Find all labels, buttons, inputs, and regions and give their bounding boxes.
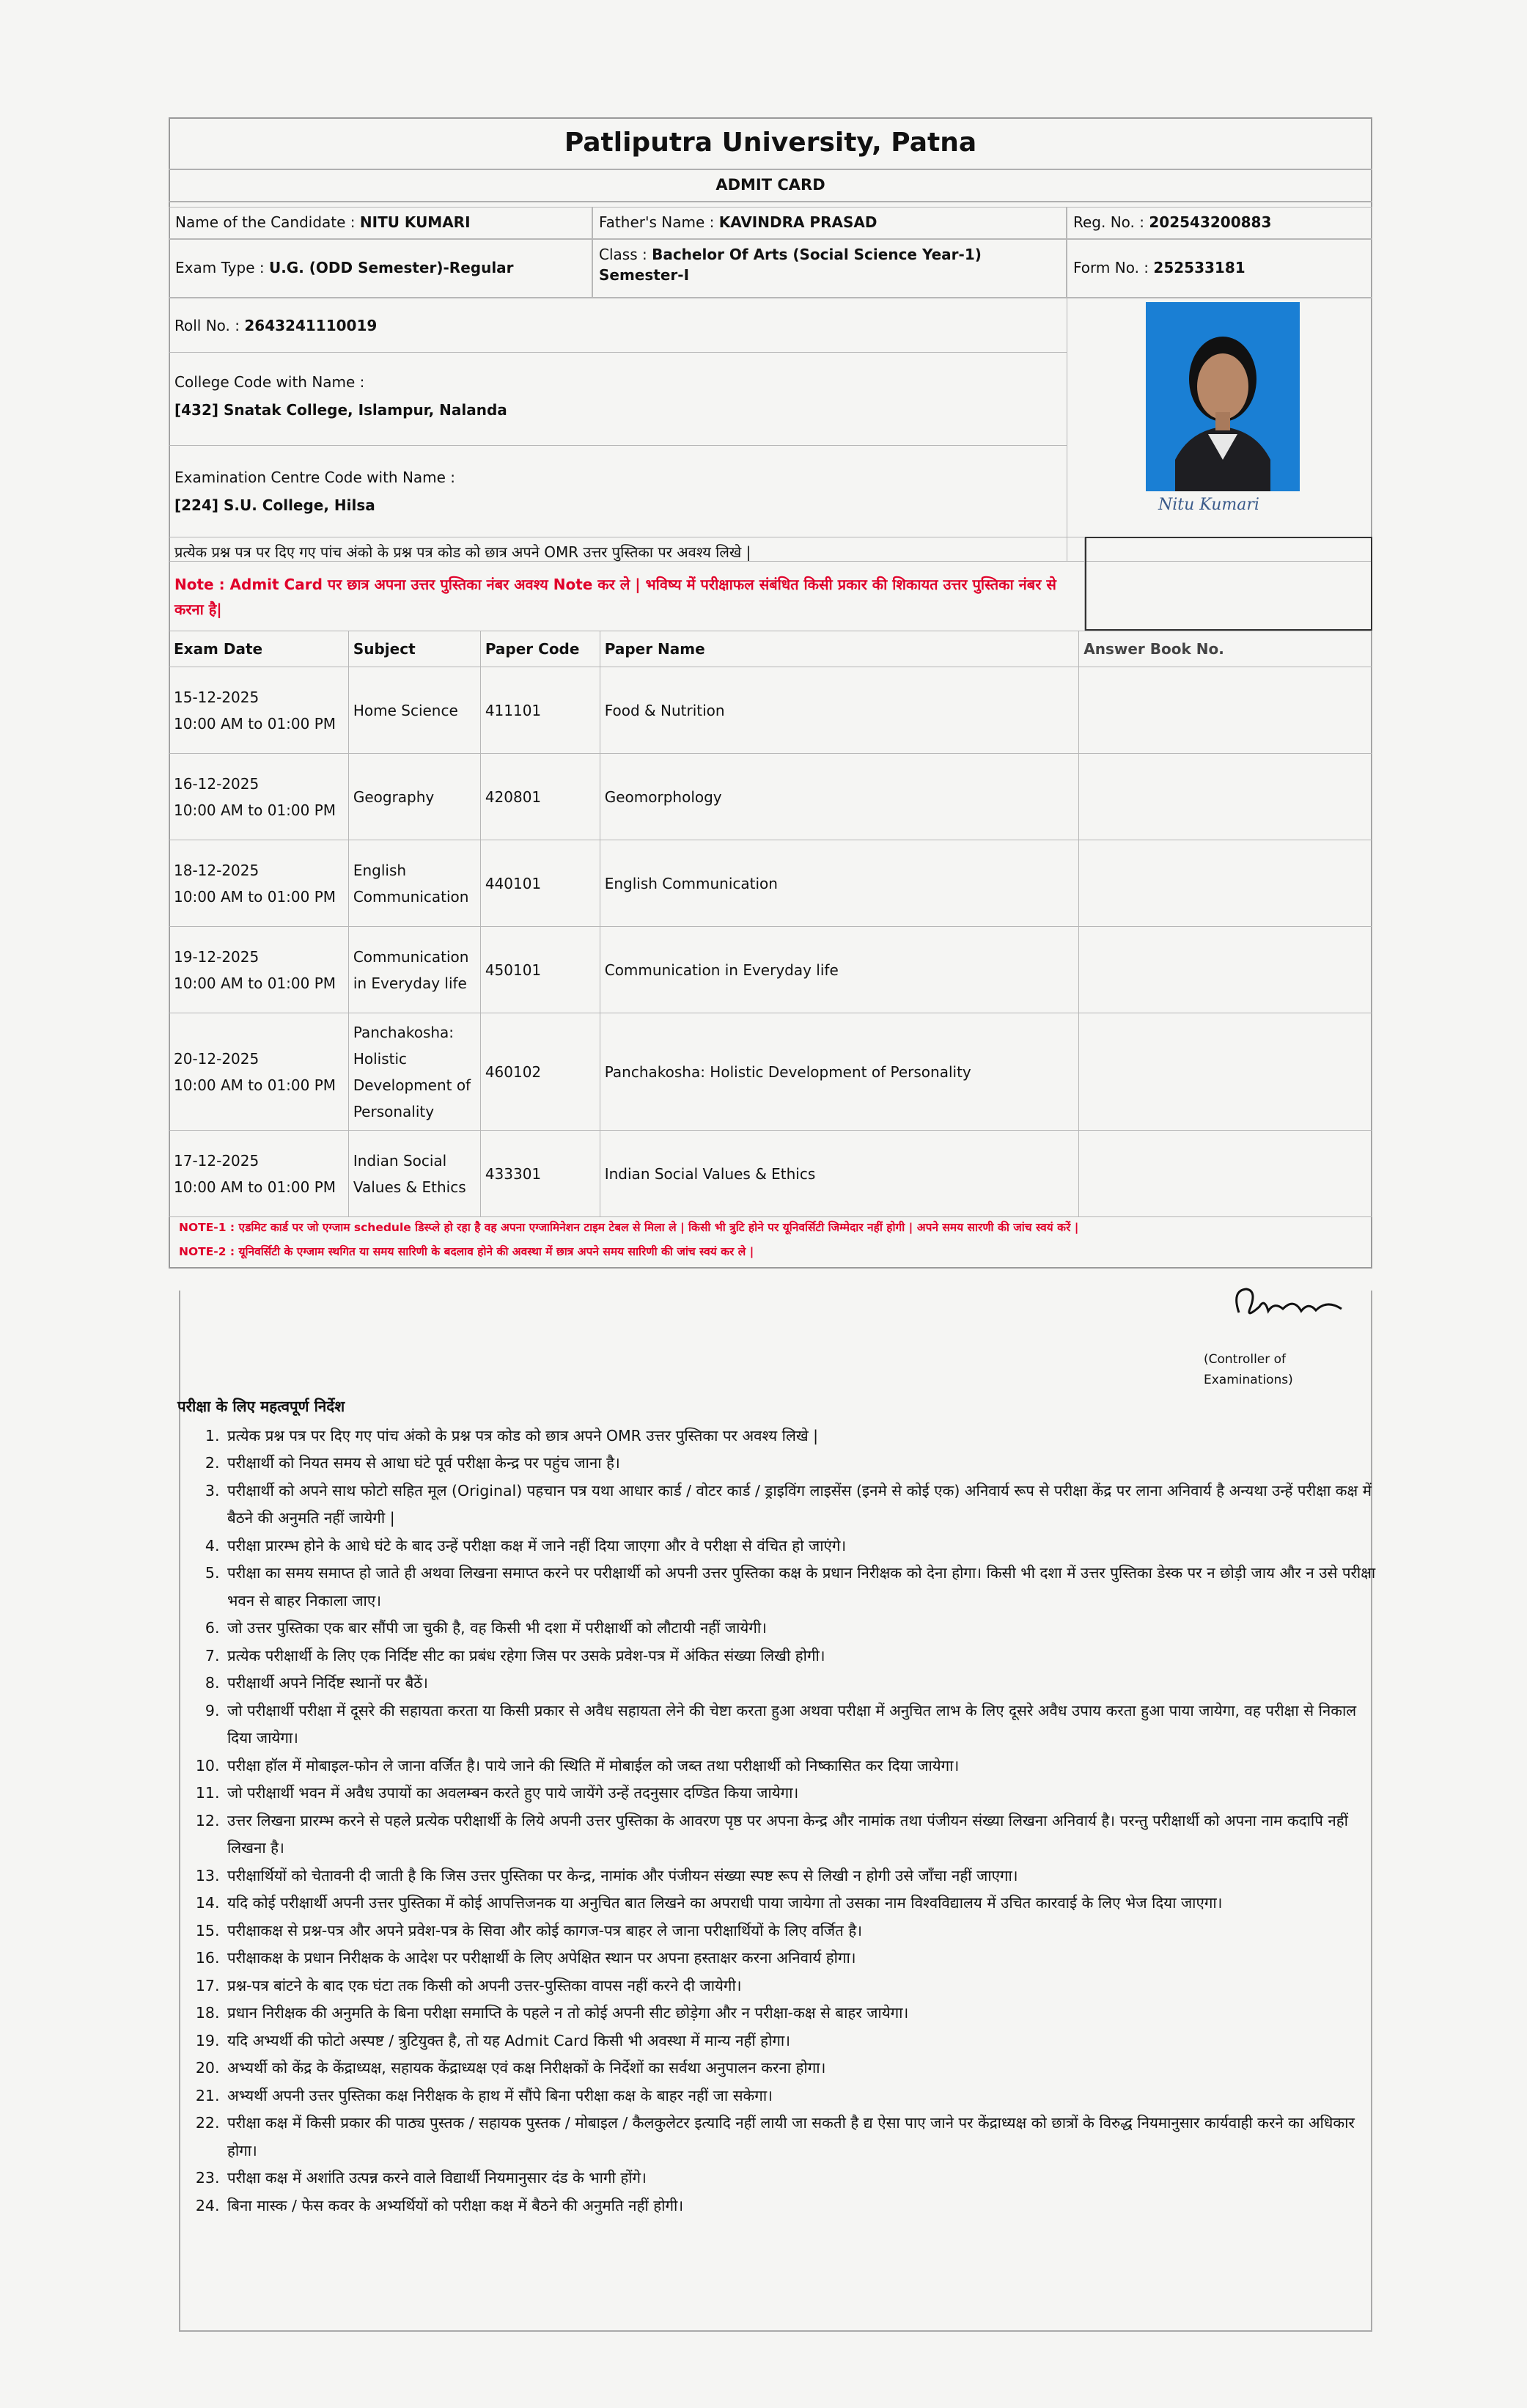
table-row xyxy=(169,1131,1372,1217)
paper-code-cell: 433301 xyxy=(480,1131,600,1217)
candidate-photo-image xyxy=(1146,302,1300,491)
table-row xyxy=(169,1013,1372,1131)
exam-time: 10:00 AM to 01:00 PM xyxy=(174,887,336,906)
paper-name-cell: Geomorphology xyxy=(600,754,1079,840)
reg-no-cell xyxy=(1067,207,1372,239)
candidate-photo xyxy=(1146,302,1300,491)
schedule-note-1: NOTE-1 : एडमिट कार्ड पर जो एग्जाम schedule डिस्प्ले हो रहा है वह अपना एग्जामिनेशन टाइम टेबल से मिला ले | किसी भी त्रुटि होने पर यूनिवर्सिटी जिम्मेदार नहीं होगी | अपने समय सारणी की जांच स्वयं करें | xyxy=(179,1221,1079,1234)
instruction-item: 23. परीक्षा कक्ष में अशांति उत्पन्न करने वाले विद्यार्थी नियमानुसार दंड के भागी होंगे। xyxy=(224,2165,1380,2192)
instruction-item: 24. बिना मास्क / फेस कवर के अभ्यर्थियों को परीक्षा कक्ष में बैठने की अनुमति नहीं होगी। xyxy=(224,2192,1380,2220)
paper-code-cell: 450101 xyxy=(480,927,600,1013)
exam-time: 10:00 AM to 01:00 PM xyxy=(174,1178,336,1196)
instruction-item: 20. अभ्यर्थी को केंद्र के केंद्राध्यक्ष, सहायक केंद्राध्यक्ष एवं कक्ष निरीक्षकों के निर्देशों का सर्वथा अनुपालन करना होगा। xyxy=(224,2055,1380,2082)
centre-name: [224] S.U. College, Hilsa xyxy=(174,496,375,514)
column-header: Paper Code xyxy=(480,631,600,667)
college-label: College Code with Name : xyxy=(174,373,365,391)
father-name: KAVINDRA PRASAD xyxy=(718,213,877,231)
admit-card-title: ADMIT CARD xyxy=(169,169,1372,202)
exam-date-cell xyxy=(169,1013,349,1131)
university-title: Patliputra University, Patna xyxy=(169,117,1372,170)
exam-time: 10:00 AM to 01:00 PM xyxy=(174,801,336,819)
centre-label: Examination Centre Code with Name : xyxy=(174,469,456,486)
exam-time: 10:00 AM to 01:00 PM xyxy=(174,714,336,733)
table-row xyxy=(169,667,1372,754)
answer-book-cell xyxy=(1079,1131,1372,1217)
subject-cell: Home Science xyxy=(348,667,480,754)
instruction-item: 19. यदि अभ्यर्थी की फोटो अस्पष्ट / त्रुटियुक्त है, तो यह Admit Card किसी भी अवस्था में मान्य नहीं होगा। xyxy=(224,2027,1380,2055)
college-name: [432] Snatak College, Islampur, Nalanda xyxy=(174,401,507,419)
instruction-item: 17. प्रश्न-पत्र बांटने के बाद एक घंटा तक किसी को अपनी उत्तर-पुस्तिका वापस नहीं करने दी जायेगी। xyxy=(224,1972,1380,2000)
controller-label: (Controller of Examinations) xyxy=(1204,1352,1293,1387)
table-header-row xyxy=(169,631,1372,667)
paper-code-cell: 440101 xyxy=(480,840,600,927)
paper-name-cell: English Communication xyxy=(600,840,1079,927)
answer-book-cell xyxy=(1079,754,1372,840)
class-cell xyxy=(592,239,1067,298)
instruction-item: 11. जो परीक्षार्थी भवन में अवैध उपायों का अवलम्बन करते हुए पाये जायेंगे उन्हें तदनुसार दण्डित किया जायेगा। xyxy=(224,1780,1380,1807)
paper-code-cell: 460102 xyxy=(480,1013,600,1131)
instruction-item: 3. परीक्षार्थी को अपने साथ फोटो सहित मूल (Original) पहचान पत्र यथा आधार कार्ड / वोटर कार्ड / ड्राइविंग लाइसेंस (इनमे से कोई एक) अनिवार्य रूप से परीक्षा केंद्र पर लाना अनिवार्य है अन्यथा उन्हें परीक्षा कक्ष में बैठने की अनुमति नहीं जायेगी | xyxy=(224,1478,1380,1532)
roll-no-label: Roll No. : xyxy=(174,317,240,334)
paper-name-cell: Food & Nutrition xyxy=(600,667,1079,754)
exam-date: 16-12-2025 xyxy=(174,774,260,793)
exam-date-cell xyxy=(169,1131,349,1217)
class-name: Bachelor Of Arts (Social Science Year-1) Semester-I xyxy=(599,246,982,284)
instruction-item: 15. परीक्षाकक्ष से प्रश्न-पत्र और अपने प्रवेश-पत्र के सिवा और कोई कागज-पत्र बाहर ले जाना परीक्षार्थियों के लिए वर्जित है। xyxy=(224,1917,1380,1945)
father-name-label: Father's Name : xyxy=(599,213,715,231)
exam-date-cell xyxy=(169,754,349,840)
instruction-item: 1. प्रत्येक प्रश्न पत्र पर दिए गए पांच अंको के प्रश्न पत्र कोड को छात्र अपने OMR उत्तर पुस्तिका पर अवश्य लिखे | xyxy=(224,1423,1380,1450)
schedule-note-2: NOTE-2 : यूनिवर्सिटी के एग्जाम स्थगित या समय सारिणी के बदलाव होने की अवस्था में छात्र अपने समय सारिणी की जांच स्वयं कर ले | xyxy=(179,1245,754,1258)
subject-cell: Communication in Everyday life xyxy=(348,927,480,1013)
exam-date: 17-12-2025 xyxy=(174,1151,260,1170)
candidate-signature: Nitu Kumari xyxy=(1158,496,1259,514)
exam-schedule-table xyxy=(169,631,1372,1217)
red-note: Note : Admit Card पर छात्र अपना उत्तर पुस्तिका नंबर अवश्य Note कर ले | भविष्य में परीक्षाफल संबंधित किसी प्रकार की शिकायत उत्तर पुस्तिका नंबर से करना है| xyxy=(174,576,1056,618)
subject-cell: Panchakosha: Holistic Development of Personality xyxy=(348,1013,480,1131)
reg-no: 202543200883 xyxy=(1149,213,1272,231)
answer-book-cell xyxy=(1079,840,1372,927)
paper-name-cell: Communication in Everyday life xyxy=(600,927,1079,1013)
instruction-item: 9. जो परीक्षार्थी परीक्षा में दूसरे की सहायता करता या किसी प्रकार से अवैध सहायता लेने की चेष्टा करता हुआ अथवा परीक्षा में अनुचित लाभ के लिए दूसरे अवैध उपाय करता हुआ पाया जायेगा, वह परीक्षा से निकाल दिया जायेगा। xyxy=(224,1697,1380,1752)
father-name-cell xyxy=(592,207,1067,239)
table-row xyxy=(169,754,1372,840)
exam-date-cell xyxy=(169,667,349,754)
instruction-item: 8. परीक्षार्थी अपने निर्दिष्ट स्थानों पर बैठें। xyxy=(224,1670,1380,1697)
instruction-item: 4. परीक्षा प्रारम्भ होने के आधे घंटे के बाद उन्हें परीक्षा कक्ष में जाने नहीं दिया जाएगा और वे परीक्षा से वंचित हो जाएंगे। xyxy=(224,1532,1380,1560)
exam-date: 15-12-2025 xyxy=(174,688,260,706)
instruction-item: 22. परीक्षा कक्ष में किसी प्रकार की पाठ्य पुस्तक / सहायक पुस्तक / मोबाइल / कैलकुलेटर इत्यादि नहीं लायी जा सकती है द्य ऐसा पाए जाने पर केंद्राध्यक्ष को छात्रों के विरुद्ध नियमानुसार कार्यवाही करने का अधिकार होगा। xyxy=(224,2110,1380,2165)
instruction-item: 5. परीक्षा का समय समाप्त हो जाते ही अथवा लिखना समाप्त करने पर परीक्षार्थी को अपनी उत्तर पुस्तिका कक्ष के प्रधान निरीक्षक को देना होगा। किसी भी दशा में उत्तर पुस्तिका डेस्क पर न छोड़ी जाय और न उसे परीक्षा भवन से बाहर निकाला जाए। xyxy=(224,1560,1380,1615)
instruction-item: 18. प्रधान निरीक्षक की अनुमति के बिना परीक्षा समाप्ति के पहले न तो कोई अपनी सीट छोड़ेगा और न परीक्षा-कक्ष से बाहर जायेगा। xyxy=(224,2000,1380,2027)
instruction-item: 12. उत्तर लिखना प्रारम्भ करने से पहले प्रत्येक परीक्षार्थी के लिये अपनी उत्तर पुस्तिका के आवरण पृष्ठ पर अपना केन्द्र और नामांक तथा पंजीयन संख्या लिखना अनिवार्य है। परन्तु परीक्षार्थी को अपना नाम कदापि नहीं लिखना है। xyxy=(224,1807,1380,1862)
exam-time: 10:00 AM to 01:00 PM xyxy=(174,974,336,992)
divider xyxy=(169,352,1067,353)
form-no-label: Form No. : xyxy=(1073,259,1149,276)
column-header: Paper Name xyxy=(600,631,1079,667)
admit-card xyxy=(169,117,1376,2214)
subject-cell: Geography xyxy=(348,754,480,840)
instruction-item: 13. परीक्षार्थियों को चेतावनी दी जाती है कि जिस उत्तर पुस्तिका पर केन्द्र, नामांक और पंजीयन संख्या स्पष्ट रूप से लिखी न होगी उसे जाँचा नहीं जाएगा। xyxy=(224,1862,1380,1890)
instruction-item: 6. जो उत्तर पुस्तिका एक बार सौंपी जा चुकी है, वह किसी भी दशा में परीक्षार्थी को लौटायी नहीं जायेगी। xyxy=(224,1615,1380,1642)
exam-date: 18-12-2025 xyxy=(174,861,260,879)
exam-time: 10:00 AM to 01:00 PM xyxy=(174,1076,336,1094)
blank-box xyxy=(1085,537,1372,631)
exam-date-cell xyxy=(169,840,349,927)
class-label: Class : xyxy=(599,246,647,263)
answer-book-cell xyxy=(1079,667,1372,754)
paper-name-cell: Panchakosha: Holistic Development of Personality xyxy=(600,1013,1079,1131)
paper-name-cell: Indian Social Values & Ethics xyxy=(600,1131,1079,1217)
instruction-item: 10. परीक्षा हॉल में मोबाइल-फोन ले जाना वर्जित है। पाये जाने की स्थिति में मोबाईल को जब्त तथा परीक्षार्थी को निष्कासित कर दिया जायेगा। xyxy=(224,1752,1380,1780)
form-no-cell xyxy=(1067,239,1372,298)
candidate-name-label: Name of the Candidate : xyxy=(175,213,356,231)
exam-type-cell xyxy=(169,239,592,298)
candidate-name-cell xyxy=(169,207,592,239)
column-header: Subject xyxy=(348,631,480,667)
paper-code-cell: 411101 xyxy=(480,667,600,754)
subject-cell: English Communication xyxy=(348,840,480,927)
instructions-section xyxy=(177,1393,1380,2220)
instruction-item: 16. परीक्षाकक्ष के प्रधान निरीक्षक के आदेश पर परीक्षार्थी के लिए अपेक्षित स्थान पर अपना हस्ताक्षर करना अनिवार्य होगा। xyxy=(224,1945,1380,1972)
instruction-item: 7. प्रत्येक परीक्षार्थी के लिए एक निर्दिष्ट सीट का प्रबंध रहेगा जिस पर उसके प्रवेश-पत्र में अंकित संख्या लिखी होगी। xyxy=(224,1642,1380,1670)
instruction-item: 14. यदि कोई परीक्षार्थी अपनी उत्तर पुस्तिका में कोई आपत्तिजनक या अनुचित बात लिखने का अपराधी पाया जायेगा तो उसका नाम विश्वविद्यालय में उचित कारवाई के लिए भेज दिया जाएगा। xyxy=(224,1890,1380,1917)
exam-type-label: Exam Type : xyxy=(175,259,265,276)
roll-no: 2643241110019 xyxy=(244,317,378,334)
paper-code-cell: 420801 xyxy=(480,754,600,840)
subject-cell: Indian Social Values & Ethics xyxy=(348,1131,480,1217)
form-no: 252533181 xyxy=(1153,259,1245,276)
exam-date: 20-12-2025 xyxy=(174,1049,260,1068)
roll-no-line xyxy=(174,315,377,336)
answer-book-cell xyxy=(1079,1013,1372,1131)
omr-note: प्रत्येक प्रश्न पत्र पर दिए गए पांच अंको के प्रश्न पत्र कोड को छात्र अपने OMR उत्तर पुस्तिका पर अवश्य लिखे | xyxy=(174,543,751,561)
instructions-list xyxy=(177,1423,1380,2220)
answer-book-cell xyxy=(1079,927,1372,1013)
divider xyxy=(169,445,1067,446)
candidate-name: NITU KUMARI xyxy=(359,213,471,231)
candidate-details-block xyxy=(169,298,1067,562)
column-header: Exam Date xyxy=(169,631,349,667)
instruction-item: 2. परीक्षार्थी को नियत समय से आधा घंटे पूर्व परीक्षा केन्द्र पर पहुंच जाना है। xyxy=(224,1450,1380,1478)
exam-type: U.G. (ODD Semester)-Regular xyxy=(268,259,514,276)
instructions-title: परीक्षा के लिए महत्वपूर्ण निर्देश xyxy=(177,1398,345,1415)
table-row xyxy=(169,840,1372,927)
exam-date: 19-12-2025 xyxy=(174,947,260,966)
reg-no-label: Reg. No. : xyxy=(1073,213,1145,231)
column-header: Answer Book No. xyxy=(1079,631,1372,667)
exam-date-cell xyxy=(169,927,349,1013)
instruction-item: 21. अभ्यर्थी अपनी उत्तर पुस्तिका कक्ष निरीक्षक के हाथ में सौंपे बिना परीक्षा कक्ष के बाहर नहीं जा सकेगा। xyxy=(224,2082,1380,2110)
table-row xyxy=(169,927,1372,1013)
